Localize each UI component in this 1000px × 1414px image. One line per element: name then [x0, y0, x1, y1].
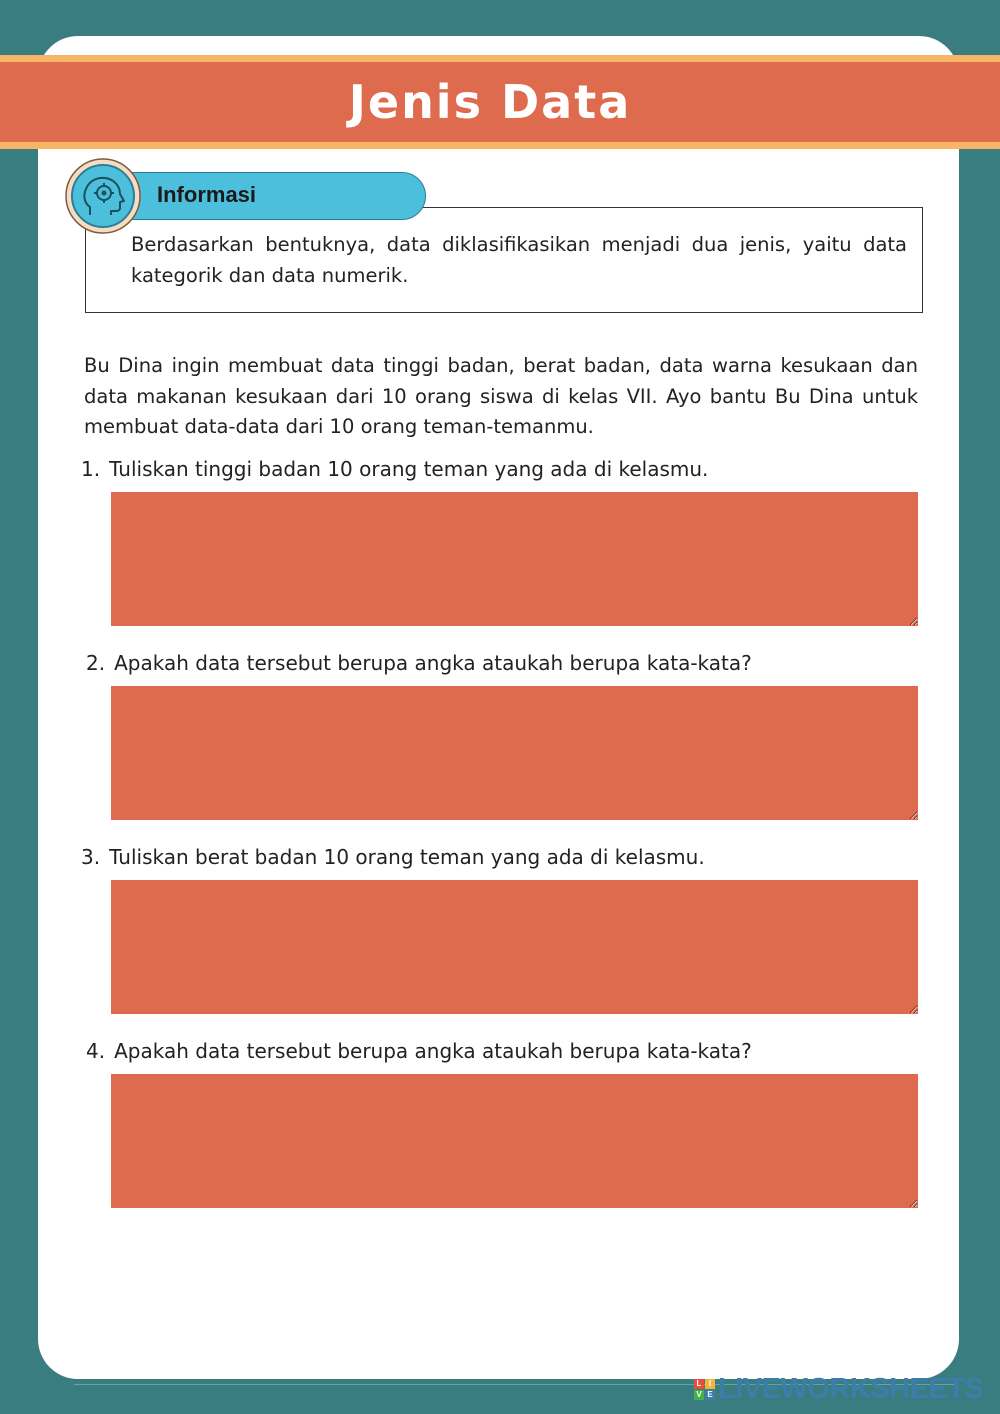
logo-letter: V [694, 1390, 704, 1400]
answer-box-1[interactable] [111, 492, 918, 626]
title-banner-fill [0, 62, 1000, 142]
logo-letter: E [705, 1390, 715, 1400]
question-number: 3. [81, 845, 101, 869]
question-number: 1. [81, 457, 101, 481]
head-gear-icon [64, 157, 142, 235]
question-3 [81, 845, 705, 869]
question-number: 2. [86, 651, 106, 675]
answer-box-2[interactable] [111, 686, 918, 820]
question-text: Apakah data tersebut berupa angka ataukah berupa kata-kata? [114, 651, 752, 675]
intro-paragraph: Bu Dina ingin membuat data tinggi badan, berat badan, data warna kesukaan dan data makanan kesukaan dari 10 orang siswa di kelas VII. Ayo bantu Bu Dina untuk membuat data-data dari 10 orang teman-temanmu. [84, 354, 918, 438]
info-tab [104, 172, 426, 220]
question-text: Tuliskan berat badan 10 orang teman yang ada di kelasmu. [109, 845, 705, 869]
title-banner [0, 55, 1000, 149]
question-text: Tuliskan tinggi badan 10 orang teman yang ada di kelasmu. [109, 457, 709, 481]
liveworksheets-logo[interactable] [694, 1374, 983, 1404]
info-label: Informasi [157, 182, 257, 207]
logo-text: LIVEWORKSHEETS [718, 1372, 984, 1405]
question-1 [81, 457, 708, 481]
answer-box-4[interactable] [111, 1074, 918, 1208]
logo-letter: L [694, 1379, 704, 1389]
question-text: Apakah data tersebut berupa angka ataukah berupa kata-kata? [114, 1039, 752, 1063]
answer-box-3[interactable] [111, 880, 918, 1014]
logo-grid-icon [694, 1379, 715, 1400]
logo-letter: I [705, 1379, 715, 1389]
question-4 [86, 1039, 752, 1063]
question-number: 4. [86, 1039, 106, 1063]
info-text: Berdasarkan bentuknya, data diklasifikasikan menjadi dua jenis, yaitu data kategorik dan data numerik. [131, 233, 907, 287]
page-title: Jenis Data [348, 75, 632, 129]
question-2 [86, 651, 752, 675]
